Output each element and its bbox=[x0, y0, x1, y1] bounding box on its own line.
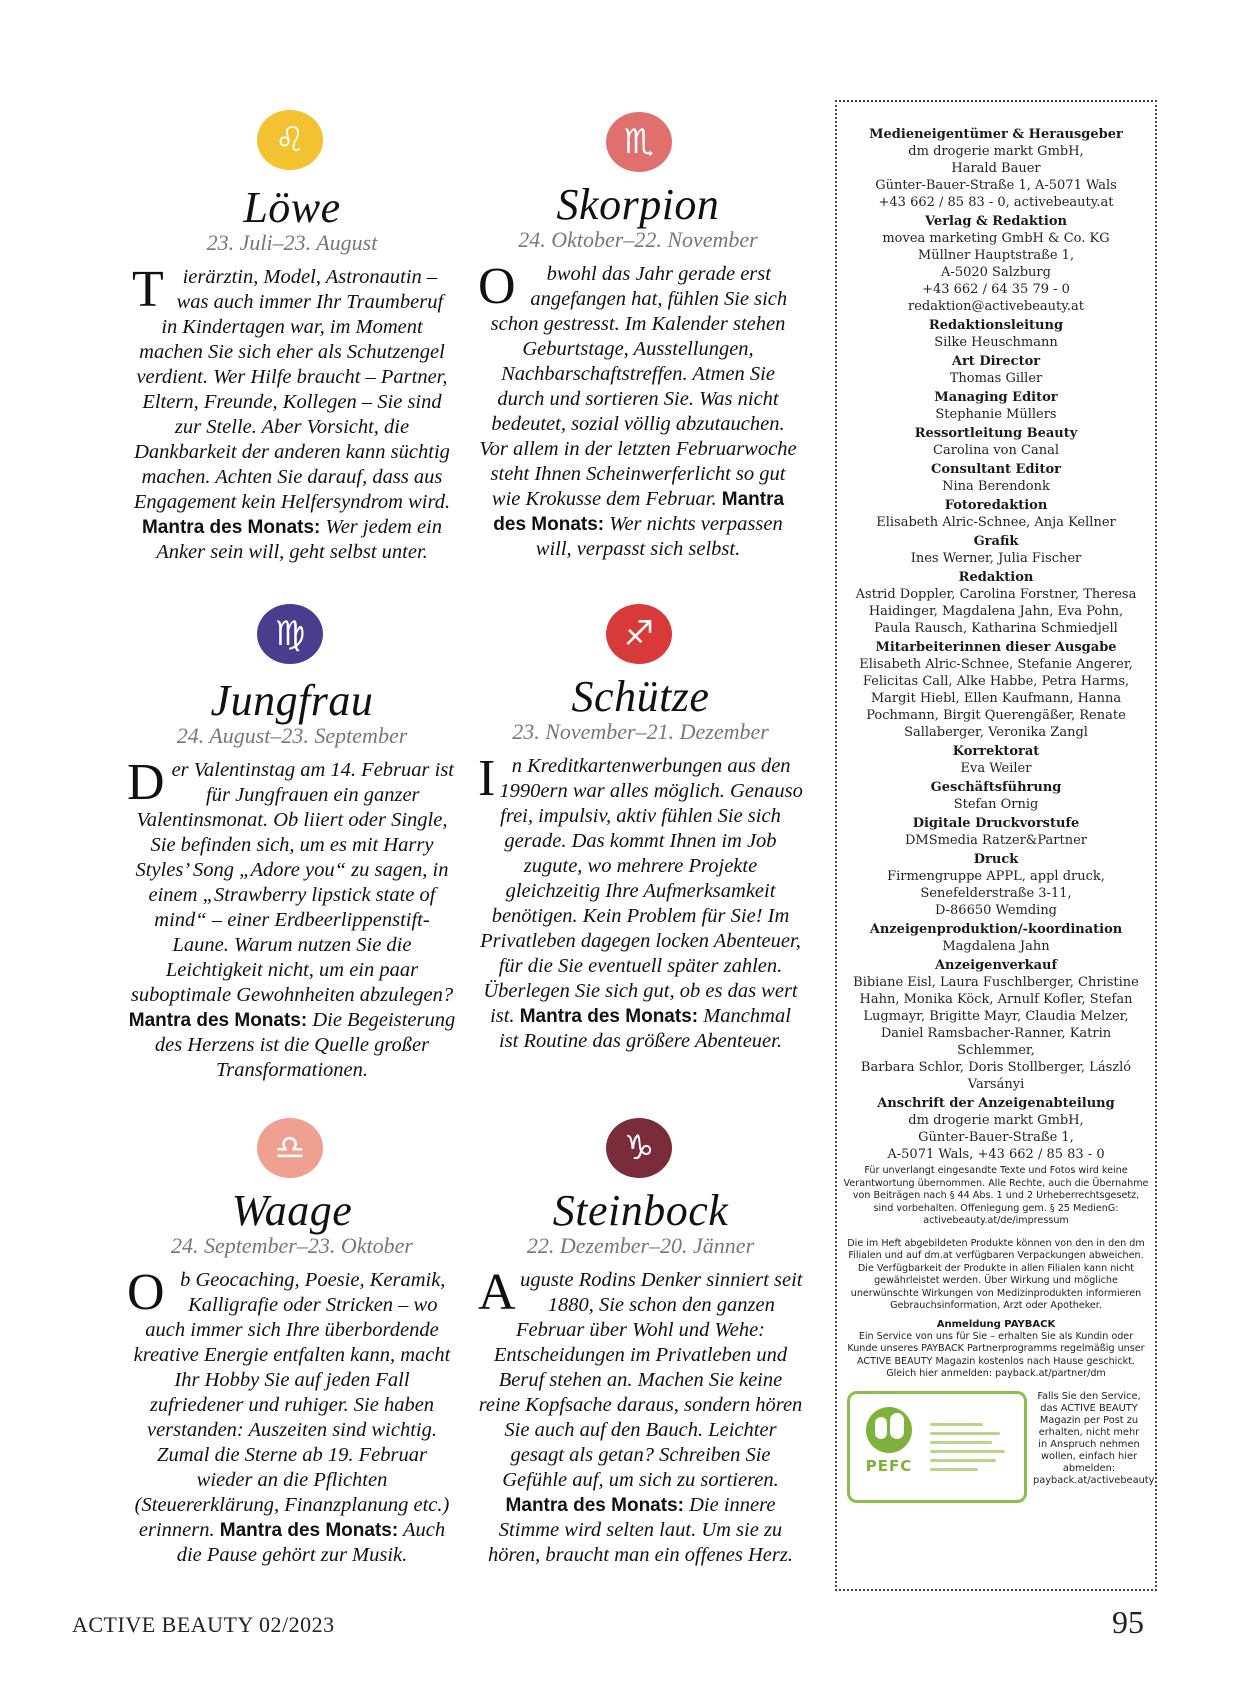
mantra-label: Mantra des Monats: bbox=[128, 1010, 308, 1031]
tree-icon bbox=[866, 1407, 912, 1453]
impressum-heading: Geschäftsführung bbox=[930, 780, 1062, 795]
impressum-line: Daniel Ramsbacher-Ranner, Katrin Schlemmer, bbox=[880, 1026, 1112, 1058]
sign-jungfrau bbox=[127, 604, 457, 1083]
impressum-line: Firmengruppe APPL, appl druck, bbox=[887, 869, 1105, 884]
impressum-heading: Redaktion bbox=[958, 570, 1034, 585]
sign-title: Waage bbox=[231, 1186, 353, 1235]
impressum-line: dm drogerie markt GmbH, bbox=[908, 1113, 1084, 1128]
impressum-line: Hahn, Monika Köck, Arnulf Kofler, Stefan bbox=[859, 992, 1133, 1007]
impressum-heading: Anzeigenproduktion/-koordination bbox=[869, 922, 1123, 937]
sign-dates: 24. September–23. Oktober bbox=[171, 1233, 413, 1258]
impressum-heading: Grafik bbox=[973, 534, 1019, 549]
impressum-line: movea marketing GmbH & Co. KG bbox=[882, 231, 1110, 246]
dropcap: D bbox=[127, 754, 165, 811]
impressum-line: redaktion@activebeauty.at bbox=[908, 299, 1084, 314]
impressum-line: Senefelderstraße 3-11, bbox=[920, 886, 1072, 901]
impressum-line: Bibiane Eisl, Laura Fuschlberger, Christine bbox=[853, 975, 1139, 990]
mantra-label: Mantra des Monats: bbox=[141, 517, 321, 538]
product-notice: Die im Heft abgebildeten Produkte können von den in den dm Filialen und auf dm.at verfügbaren Verpackungen abweichen. Die Verfügbarkeit der Produkte in allen Filialen kann nicht gewährleistet werden. Über Wirkung und mögliche unerwünschte Wirkungen von Medizinprodukten informieren Gebrauchsinformation, Arzt oder Apotheker. bbox=[847, 1237, 1145, 1311]
sign-title: Löwe bbox=[243, 183, 341, 232]
copyright-notice: Für unverlangt eingesandte Texte und Fotos wird keine Verantwortung übernommen. Alle Rechte, auch die Übernahme von Beiträgen nach § 44 Abs. 1 und 2 Urheberrechtsgesetz, sind vorbehalten. Offenlegung gem. § 25 MedienG: activebeauty.at/de/impressum bbox=[843, 1165, 1149, 1226]
impressum-heading: Korrektorat bbox=[952, 744, 1040, 759]
impressum-line: dm drogerie markt GmbH, bbox=[908, 144, 1084, 159]
mantra-label: Mantra des Monats: bbox=[505, 1495, 684, 1516]
sign-loewe bbox=[132, 110, 452, 565]
sign-dates: 23. November–21. Dezember bbox=[512, 719, 769, 744]
impressum-heading: Consultant Editor bbox=[930, 462, 1062, 477]
pefc-text-lines bbox=[930, 1417, 1018, 1477]
mantra-text: Manchmal ist Routine das größere Abenteuer. bbox=[499, 1005, 791, 1052]
sign-text: O bwohl das Jahr gerade erst angefangen hat, fühlen Sie sich schon gestresst. Im Kalender stehen Geburtstage, Ausstellungen, Nachbarschaftstreffen. Atmen Sie durch und sortieren Sie. Was nicht bedeutet, sozial völlig abzutauchen. Vor allem in der letzten Februarwoche steht Ihnen Scheinwerferlicht so gut wie Krokusse dem Februar. Mantra des Monats: Wer nichts verpassen will, verpasst sich selbst. bbox=[478, 258, 797, 560]
sign-title: Steinbock bbox=[552, 1186, 729, 1235]
sign-schuetze bbox=[478, 604, 803, 1054]
payback-text: Ein Service von uns für Sie – erhalten Sie als Kundin oder Kunde unseres PAYBACK Partnerprogramms regelmäßig unser ACTIVE BEAUTY Magazin kostenlos nach Hause geschickt. Gleich hier anmelden: payback.at/partner/dm bbox=[847, 1330, 1145, 1379]
dropcap: T bbox=[132, 261, 164, 318]
impressum-line: Günter-Bauer-Straße 1, bbox=[918, 1130, 1074, 1145]
payback-heading: Anmeldung PAYBACK bbox=[936, 1318, 1056, 1330]
mantra-text: Auch die Pause gehört zur Musik. bbox=[176, 1519, 446, 1566]
magazine-issue: ACTIVE BEAUTY 02/2023 bbox=[72, 1612, 335, 1637]
impressum-line: Paula Rausch, Katharina Schmiedjell bbox=[874, 621, 1118, 636]
impressum-line: A-5020 Salzburg bbox=[941, 265, 1051, 280]
sign-dates: 23. Juli–23. August bbox=[206, 230, 378, 255]
impressum-line: Nina Berendonk bbox=[942, 479, 1050, 494]
dropcap: O bbox=[478, 258, 516, 315]
impressum-line: DMSmedia Ratzer&Partner bbox=[904, 833, 1088, 848]
lion-icon: ♌ bbox=[257, 110, 323, 170]
impressum-heading: Anschrift der Anzeigenabteilung bbox=[877, 1096, 1115, 1111]
sign-skorpion bbox=[478, 112, 798, 562]
dropcap: I bbox=[478, 750, 496, 807]
sign-dates: 22. Dezember–20. Jänner bbox=[526, 1233, 755, 1258]
impressum-line: Pochmann, Birgit Querengäßer, Renate bbox=[866, 708, 1126, 723]
dropcap: O bbox=[127, 1264, 165, 1321]
sign-steinbock bbox=[478, 1118, 803, 1568]
mantra-text: Die Begeisterung des Herzens ist die Quelle großer Transformationen. bbox=[154, 1009, 456, 1081]
impressum-box bbox=[835, 100, 1157, 1591]
sagittarius-icon: ♐ bbox=[606, 604, 672, 664]
impressum-line: Eva Weiler bbox=[960, 761, 1032, 776]
impressum-line: Silke Heuschmann bbox=[934, 335, 1058, 350]
impressum-line: Sallaberger, Veronika Zangl bbox=[904, 725, 1088, 740]
sign-title: Skorpion bbox=[556, 180, 720, 229]
impressum-heading: Verlag & Redaktion bbox=[925, 214, 1067, 229]
sign-text: Der Valentinstag am 14. Februar ist für Jungfrauen ein ganzer Valentinsmonat. Ob liiert oder Single, Sie befinden sich, um es mit Harry Styles’ Song „Adore you“ zu sagen, in einem „Strawberry lipstick state of mind“ – einer Erdbeerlippenstift-Laune. Warum nutzen Sie die Leichtigkeit nicht, um ein paar suboptimale Gewohnheiten abzulegen? Mantra des Monats: Die Begeisterung des Herzens ist die Quelle großer Transformationen. bbox=[127, 754, 456, 1081]
sign-title: Jungfrau bbox=[210, 676, 374, 725]
impressum-line: Lugmayr, Brigitte Mayr, Claudia Melzer, bbox=[863, 1009, 1129, 1024]
pefc-logo bbox=[856, 1407, 922, 1487]
impressum-line: Margit Hiebl, Ellen Kaufmann, Hanna bbox=[870, 691, 1122, 706]
impressum-line: Carolina von Canal bbox=[933, 443, 1059, 458]
impressum-heading: Mitarbeiterinnen dieser Ausgabe bbox=[875, 640, 1117, 655]
impressum-heading: Managing Editor bbox=[934, 390, 1058, 405]
sign-text: Auguste Rodins Denker sinniert seit 1880, Sie schon den ganzen Februar über Wohl und Wehe: Entscheidungen im Privatleben und Beruf stehen an. Machen Sie keine reine Kopfsache daraus, sondern hören Sie auch auf den Bauch. Leichter gesagt als getan? Schreiben Sie Gefühle auf, um sich zu sortieren. Mantra des Monats: Die innere Stimme wird selten laut. Um sie zu hören, braucht man ein offenes Herz. bbox=[478, 1264, 803, 1566]
virgo-icon: ♍ bbox=[257, 604, 323, 664]
mantra-text: Wer jedem ein Anker sein will, geht selbst unter. bbox=[156, 516, 443, 563]
sign-dates: 24. Oktober–22. November bbox=[518, 227, 758, 252]
impressum-heading: Ressortleitung Beauty bbox=[914, 426, 1078, 441]
sign-text: Ob Geocaching, Poesie, Keramik, Kalligrafie oder Stricken – wo auch immer sich Ihre überbordende kreative Energie entfalten kann, macht Ihr Hobby Sie auf jeden Fall zufriedener und ruhiger. Sie haben verstanden: Auszeiten sind wichtig. Zumal die Sterne ab 19. Februar wieder an die Pflichten (Steuererklärung, Finanzplanung etc.) erinnern. Mantra des Monats: Auch die Pause gehört zur Musik. bbox=[127, 1264, 451, 1566]
pefc-row bbox=[843, 1390, 1155, 1503]
impressum-line: Ines Werner, Julia Fischer bbox=[910, 551, 1082, 566]
sign-title: Schütze bbox=[571, 672, 710, 721]
impressum-heading: Fotoredaktion bbox=[944, 498, 1048, 513]
mantra-label: Mantra des Monats: bbox=[219, 1520, 399, 1541]
sign-waage bbox=[127, 1118, 457, 1568]
sign-dates: 24. August–23. September bbox=[176, 723, 408, 748]
mantra-text: Die innere Stimme wird selten laut. Um sie zu hören, braucht man ein offenes Herz. bbox=[488, 1494, 793, 1566]
impressum-line: +43 662 / 64 35 79 - 0 bbox=[922, 282, 1070, 297]
mantra-text: Wer nichts verpassen will, verpasst sich selbst. bbox=[535, 513, 783, 560]
impressum-heading: Druck bbox=[973, 852, 1019, 867]
sign-text: Tierärztin, Model, Astronautin – was auch immer Ihr Traumberuf in Kindertagen war, im Moment machen Sie sich eher als Schutzengel verdient. Wer Hilfe braucht – Partner, Eltern, Freunde, Kollegen – Sie sind zur Stelle. Aber Vorsicht, die Dankbarkeit der anderen kann süchtig machen. Achten Sie darauf, dass aus Engagement kein Helfersyndrom wird. Mantra des Monats: Wer jedem ein Anker sein will, geht selbst unter. bbox=[132, 261, 451, 563]
impressum-heading: Redaktionsleitung bbox=[928, 318, 1064, 333]
impressum-line: Stephanie Müllers bbox=[935, 407, 1057, 422]
impressum-line: Thomas Giller bbox=[949, 371, 1043, 386]
impressum-line: Magdalena Jahn bbox=[942, 939, 1050, 954]
mantra-label: Mantra des Monats: bbox=[519, 1006, 699, 1027]
impressum-line: Elisabeth Alric-Schnee, Anja Kellner bbox=[876, 515, 1116, 530]
impressum-line: +43 662 / 85 83 - 0, activebeauty.at bbox=[878, 195, 1114, 210]
impressum-line: Varsányi bbox=[967, 1077, 1025, 1092]
impressum-line: Stefan Ornig bbox=[953, 797, 1039, 812]
impressum-heading: Digitale Druckvorstufe bbox=[912, 816, 1080, 831]
pefc-label: PEFC bbox=[865, 1456, 913, 1475]
capricorn-icon: ♑ bbox=[606, 1118, 672, 1178]
impressum-line: Müllner Hauptstraße 1, bbox=[917, 248, 1075, 263]
impressum-line: Günter-Bauer-Straße 1, A-5071 Wals bbox=[875, 178, 1117, 193]
impressum-line: Astrid Doppler, Carolina Forstner, Theresa bbox=[855, 587, 1137, 602]
impressum-heading: Anzeigenverkauf bbox=[934, 958, 1058, 973]
impressum-line: Harald Bauer bbox=[951, 161, 1041, 176]
libra-icon: ♎ bbox=[257, 1118, 323, 1178]
impressum-line: A-5071 Wals, +43 662 / 85 83 - 0 bbox=[887, 1147, 1105, 1162]
impressum-line: Barbara Schlor, Doris Stollberger, László bbox=[860, 1060, 1132, 1075]
impressum-line: Haidinger, Magdalena Jahn, Eva Pohn, bbox=[868, 604, 1124, 619]
impressum-line: D-86650 Wemding bbox=[934, 903, 1058, 918]
sign-text: In Kreditkartenwerbungen aus den 1990ern war alles möglich. Genauso frei, impulsiv, aktiv fühlen Sie sich gerade. Das kommt Ihnen im Job zugute, wo mehrere Projekte gleichzeitig Ihre Aufmerksamkeit benötigen. Kein Problem für Sie! Im Privatleben dagegen locken Abenteuer, für die Sie eventuell später zahlen. Überlegen Sie sich gut, ob es das wert ist. Mantra des Monats: Manchmal ist Routine das größere Abenteuer. bbox=[478, 750, 803, 1052]
impressum-heading: Art Director bbox=[951, 354, 1041, 369]
scorpio-icon: ♏ bbox=[606, 112, 672, 172]
optout-note: Falls Sie den Service, das ACTIVE BEAUTY Magazin per Post zu erhalten, nicht mehr in Anspruch nehmen wollen, einfach hier abmelden: payback.at/activebeauty bbox=[1033, 1390, 1155, 1486]
mantra-label: Mantra des Monats: bbox=[493, 489, 785, 535]
impressum-line: Felicitas Call, Alke Habbe, Petra Harms, bbox=[862, 674, 1130, 689]
page-number: 95 bbox=[1112, 1604, 1144, 1640]
pefc-certificate bbox=[847, 1391, 1027, 1503]
dropcap: A bbox=[478, 1264, 516, 1321]
impressum-sections bbox=[843, 127, 1149, 1163]
impressum-heading: Medieneigentümer & Herausgeber bbox=[869, 127, 1123, 142]
impressum-line: Elisabeth Alric-Schnee, Stefanie Angerer, bbox=[859, 657, 1133, 672]
